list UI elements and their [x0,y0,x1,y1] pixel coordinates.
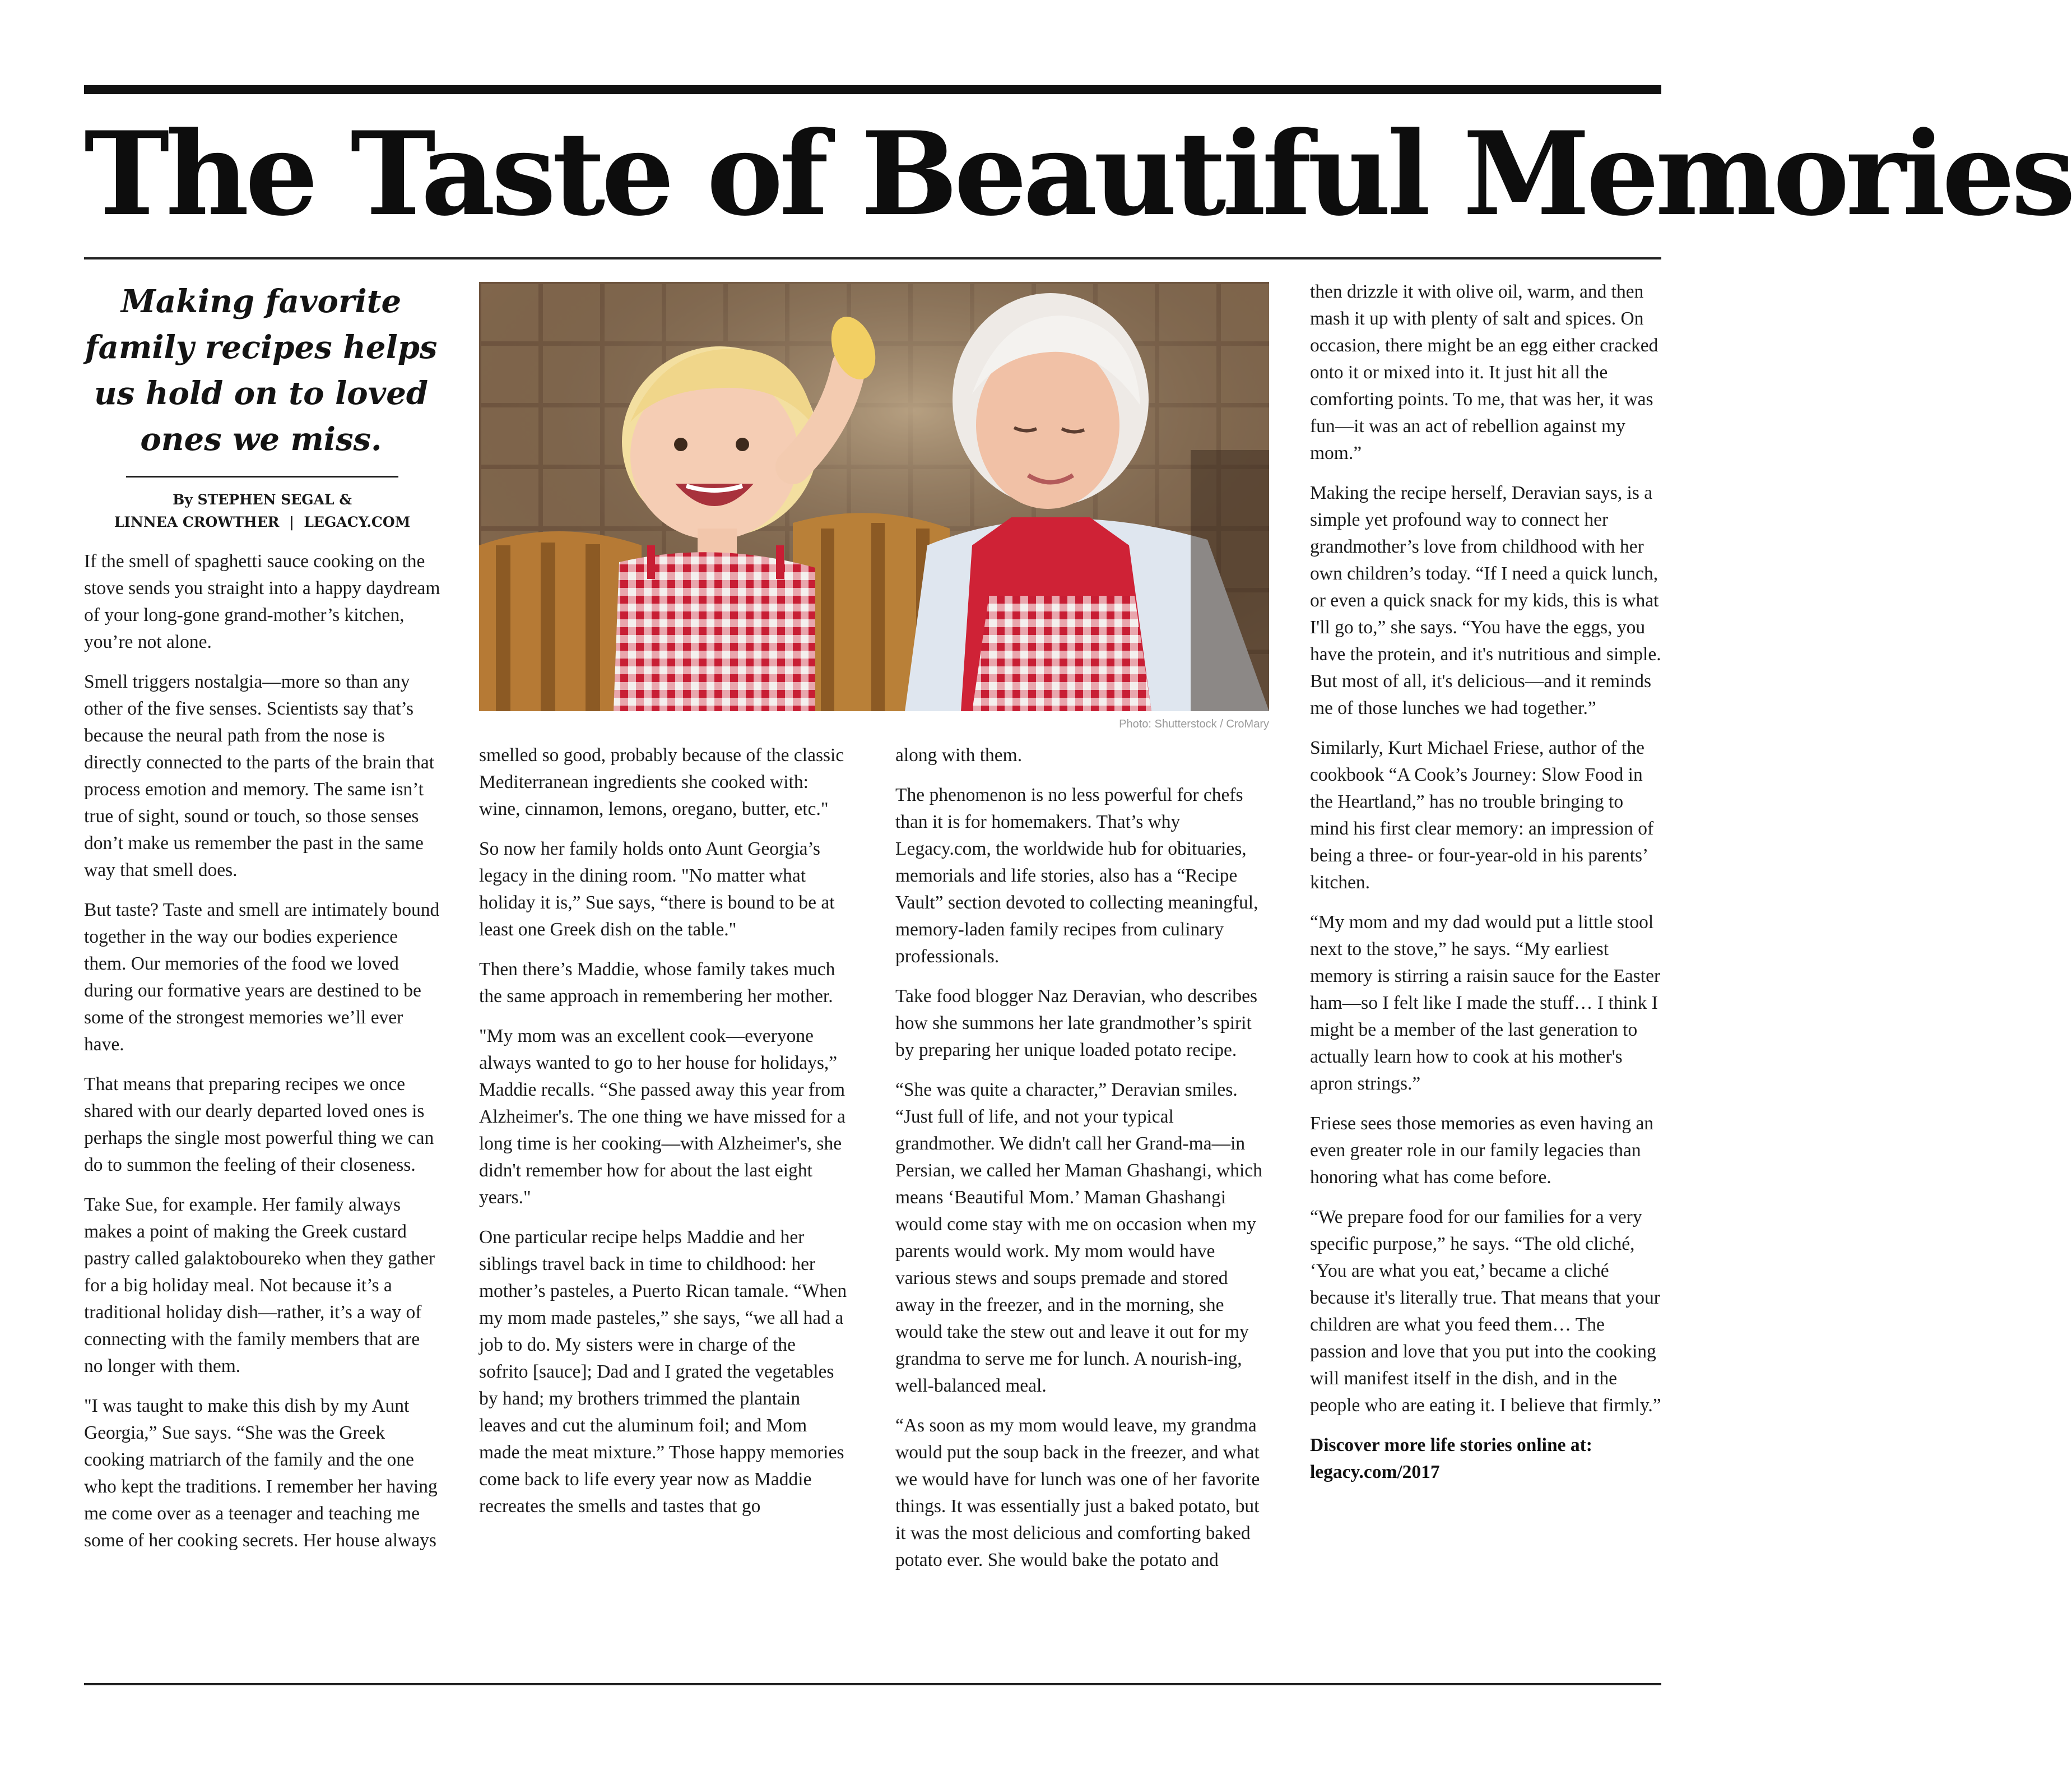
paragraph: If the smell of spaghetti sauce cooking on the stove sends you straight into a happy daydream of your long-gone grand-mother’s kitchen, you’re not alone. [84,551,440,652]
byline-source: LINNEA CROWTHER | LEGACY.COM [114,514,411,530]
paragraph: Take food blogger Naz Deravian, who describes how she summons her late grandmother’s spirit by preparing her unique loaded potato recipe. [895,986,1258,1060]
paragraph: smelled so good, probably because of the classic Mediterranean ingredients she cooked with: wine, cinnamon, lemons, oregano, butter, etc." [479,745,844,819]
paragraph: Then there’s Maddie, whose family takes much the same approach in remembering her mother. [479,959,835,1007]
photo-credit: Photo: Shutterstock / CroMary [1119,718,1269,730]
body-column-3 [895,742,1271,1587]
byline-authors: By STEPHEN SEGAL & [173,492,352,508]
paragraph: Smell triggers nostalgia—more so than any other of the five senses. Scientists say that’s because the neural path from the nose is directly connected to the parts of the brain that process emotion and memory. The same isn’t true of sight, sound or touch, so those senses don’t make us remember the past in the same way that smell does. [84,671,435,880]
paragraph: So now her family holds onto Aunt Georgia’s legacy in the dining room. "No matter what holiday it is,” Sue says, “there is bound to be at least one Greek dish on the table." [479,838,835,940]
paragraph: “As soon as my mom would leave, my grandma would put the soup back in the freezer, and what we would have for lunch was one of her favorite things. It was essentially just a baked potato, but it was the most delicious and comforting baked potato ever. She would bake the potato and [895,1415,1260,1570]
paragraph: The phenomenon is no less powerful for chefs than it is for homemakers. That’s why Legacy.com, the worldwide hub for obituaries, memorials and life stories, also has a “Recipe Vault” section devoted to collecting meaningful, memory-laden family recipes from culinary professionals. [895,785,1258,967]
bottom-rule [84,1683,1661,1685]
paragraph: One particular recipe helps Maddie and her siblings travel back in time to childhood: her mother’s pasteles, a Puerto Rican tamale. “When my mom made pasteles,” she says, “we all had a job to do. My sisters were in charge of the sofrito [sauce]; Dad and I grated the vegetables by hand; my brothers trimmed the plantain leaves and cut the aluminum foil; and Mom made the meat mixture.” Those happy memories come back to life every year now as Maddie recreates the smells and tastes that go [479,1227,847,1517]
headline-rule [84,257,1661,259]
paragraph: "My mom was an excellent cook—everyone always wanted to go to her house for holidays,” Maddie recalls. “She passed away this year from Alzheimer's. The one thing we have missed for a long time is her cooking—with Alzheimer's, she didn't remember how for about the last eight years." [479,1026,845,1208]
deck-rule [126,476,398,478]
paragraph: "I was taught to make this dish by my Aunt Georgia,” Sue says. “She was the Greek cooking matriarch of the family and the one who kept the traditions. I remember her having me come over as a teenager and teaching me some of her cooking secrets. Her house always [84,1396,438,1551]
paragraph: That means that preparing recipes we once shared with our dearly departed loved ones is perhaps the single most powerful thing we can do to summon the feeling of their closeness. [84,1074,434,1175]
paragraph: “She was quite a character,” Deravian smiles. “Just full of life, and not your typical grandmother. We didn't call her Grand-ma—in Persian, we called her Maman Ghashangi, which means ‘Beautiful Mom.’ Maman Ghashangi would come stay with me on occasion when my parents would work. My mom would have various stews and soups premade and stored away in the freezer, and in the morning, she would take the stew out and leave it out for my grandma to serve me for lunch. A nourish-ing, well-balanced meal. [895,1079,1262,1396]
paragraph: “We prepare food for our families for a very specific purpose,” he says. “The old cliché, ‘You are what you eat,’ became a cliché because it's literally true. That means that your children are what you feed them… The passion and love that you put into the cooking will manifest itself in the dish, and in the people who are eating it. I believe that firmly.” [1310,1207,1661,1416]
body-column-1 [84,548,440,1567]
paragraph: Friese sees those memories as even having an even greater role in our family legacies than honoring what has come before. [1310,1113,1654,1188]
paragraph: along with them. [895,745,1023,766]
article-headline: The Taste of Beautiful Memories [84,107,2072,242]
article-deck: Making favorite family recipes helps us hold on to loved ones we miss. [85,283,438,458]
photo-illustration [479,282,1269,711]
paragraph: Similarly, Kurt Michael Friese, author of the cookbook “A Cook’s Journey: Slow Food in the Heartland,” has no trouble bringing to mind his first clear memory: an impression of being a three- or four-year-old in his parents’ kitchen. [1310,738,1654,893]
paragraph: Take Sue, for example. Her family always makes a point of making the Greek custard pastry called galaktoboureko when they gather for a big holiday meal. Not because it’s a traditional holiday dish—rather, it’s a way of connecting with the family members that are no longer with them. [84,1194,435,1376]
byline [84,489,440,534]
paragraph: “My mom and my dad would put a little stool next to the stove,” he says. “My earliest memory is stirring a raisin sauce for the Easter ham—so I felt like I made the stuff… I think I might be a member of the last generation to actually learn how to cook at his mother's apron strings.” [1310,912,1661,1094]
paragraph: Making the recipe herself, Deravian says, is a simple yet profound way to connect her grandmother’s love from childhood with her own children’s today. “If I need a quick lunch, or even a quick snack for my kids, this is what I'll go to,” she says. “You have the eggs, you have the protein, and it's nutritious and simple. But most of all, it's delicious—and it reminds me of those lunches we had together.” [1310,483,1661,719]
call-to-action: Discover more life stories online at: legacy.com/2017 [1310,1435,1592,1482]
paragraph: But taste? Taste and smell are intimately bound together in the way our bodies experience them. Our memories of the food we loved during our formative years are destined to be some of the strongest memories we’ll ever have. [84,900,440,1055]
top-rule [84,85,1661,94]
body-column-4 [1310,279,1661,1499]
body-column-2 [479,742,849,1533]
paragraph: then drizzle it with olive oil, warm, and then mash it up with plenty of salt and spices. On occasion, there might be an egg either cracked onto it or mixed into it. It just hit all the comforting points. To me, that was her, it was fun—it was an act of rebellion against my mom.” [1310,281,1658,463]
article-photo [479,282,1269,711]
